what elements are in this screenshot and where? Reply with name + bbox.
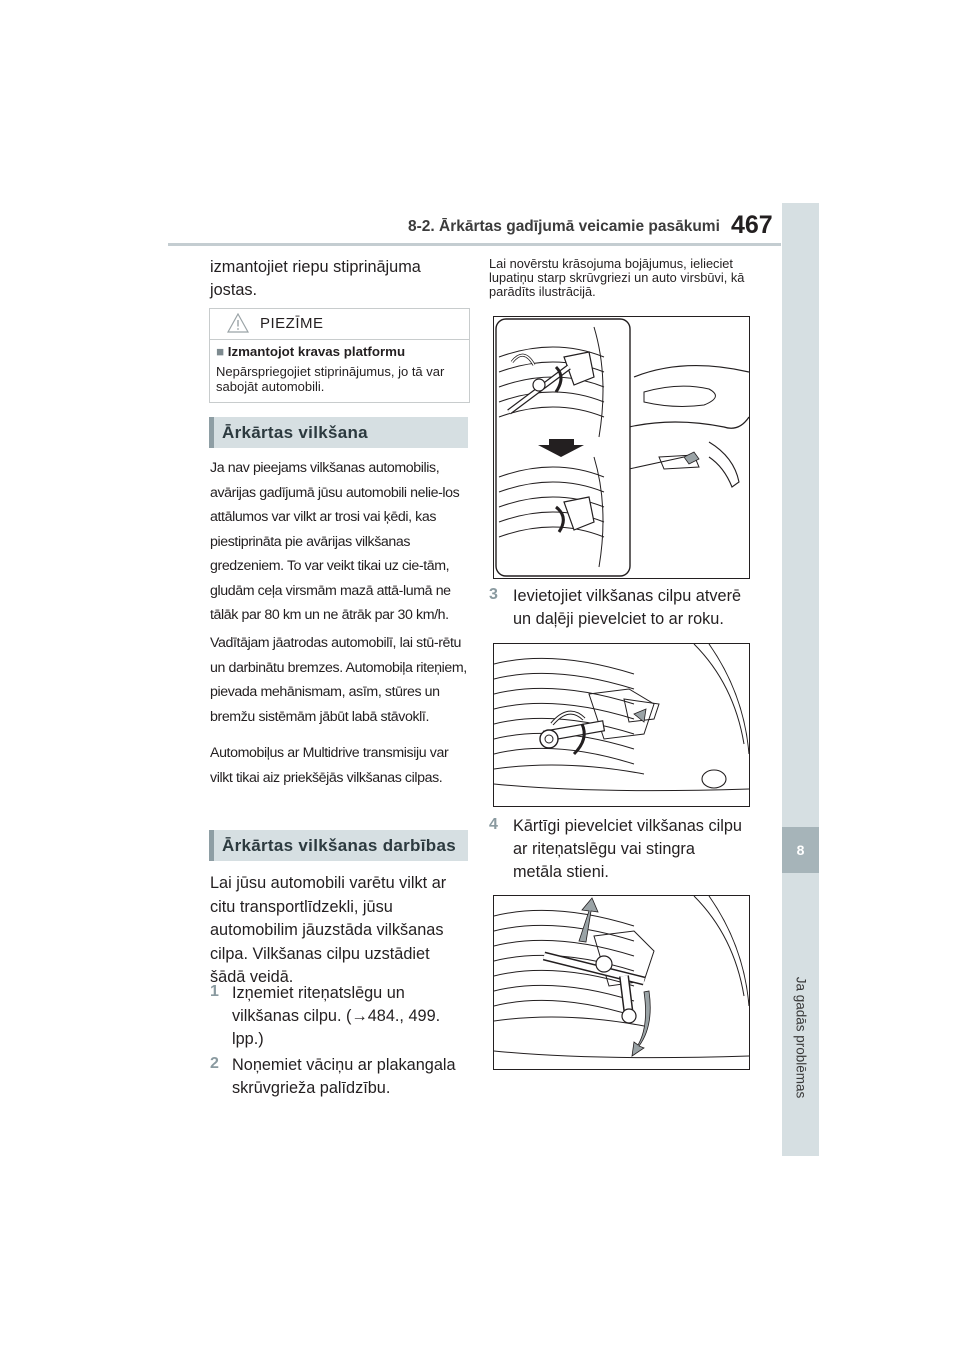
illustration-tighten-towing-eye bbox=[493, 895, 750, 1070]
step-number: 2 bbox=[210, 1055, 219, 1072]
step-3 bbox=[489, 585, 749, 635]
chapter-title: Ja gadās problēmas bbox=[793, 976, 809, 1099]
step-text: Kārtīgi pievelciet vilkšanas cilpu ar riteņatslēgu vai stingra metāla stieni. bbox=[513, 817, 742, 881]
header-rule bbox=[168, 243, 781, 246]
step-number: 3 bbox=[489, 586, 498, 603]
towing-paragraph-1: Ja nav pieejams vilkšanas automobilis, avārijas gadījumā jūsu automobili nelie-los attālumos var vilkt ar trosi vai ķēdi, kas piestiprināta pie avārijas vilkšanas gredzeniem. To var veikt tikai uz cie-tām, gludām ceļa virsmām mazā attā-lumā ne tālāk par 80 km un ne ātrāk par 30 km/h. bbox=[210, 460, 460, 623]
chapter-title-vertical bbox=[786, 976, 816, 1099]
towing-paragraph-3: Automobiļus ar Multidrive transmisiju var vilkt tikai aiz priekšējās vilkšanas cilpas. bbox=[210, 745, 449, 786]
step-number: 1 bbox=[210, 983, 219, 1000]
intro-text: izmantojiet riepu stiprinājuma jostas. bbox=[210, 258, 421, 299]
step-2 bbox=[210, 1054, 468, 1104]
towing-paragraph-2: Vadītājam jāatrodas automobilī, lai stū-rētu un darbinātu bremzes. Automobiļa riteņiem, pievada mehānismam, asīm, stūres un bremžu sistēmām jābūt labā stāvoklī. bbox=[210, 635, 467, 725]
insert-towing-eye-drawing bbox=[494, 644, 749, 806]
illustration-remove-cover bbox=[493, 316, 750, 579]
step-1 bbox=[210, 982, 468, 1048]
warning-triangle-icon bbox=[227, 313, 249, 333]
paint-protection-hint: Lai novērstu krāsojuma bojājumus, ielieciet lupatiņu starp skrūvgriezi un auto virsbūvi, kā parādīts ilustrācijā. bbox=[489, 256, 745, 299]
tighten-towing-eye-drawing bbox=[494, 896, 749, 1069]
remove-cover-drawing bbox=[494, 317, 749, 578]
page-number: 467 bbox=[731, 211, 773, 239]
section-heading-towing-steps bbox=[209, 830, 468, 861]
section-bar bbox=[209, 417, 214, 448]
section-heading-towing bbox=[209, 417, 468, 448]
step-number: 4 bbox=[489, 816, 498, 833]
step-text: Ievietojiet vilkšanas cilpu atverē un daļēji pievelciet to ar roku. bbox=[513, 587, 742, 628]
notice-body: Nepārspriegojiet stiprinājumus, jo tā var sabojāt automobili. bbox=[216, 364, 445, 394]
section-title: 8-2. Ārkārtas gadījumā veicamie pasākumi bbox=[408, 218, 720, 235]
notice-title: PIEZĪME bbox=[260, 315, 324, 332]
step-text: Noņemiet vāciņu ar plakangala skrūvgrieža palīdzību. bbox=[232, 1056, 456, 1097]
section-title-towing-steps: Ārkārtas vilkšanas darbības bbox=[222, 836, 456, 855]
chapter-number: 8 bbox=[782, 827, 819, 873]
notice-header bbox=[210, 309, 469, 340]
notice-subtitle-text: Izmantojot kravas platformu bbox=[227, 344, 406, 359]
illustration-insert-towing-eye bbox=[493, 643, 750, 807]
towing-steps-intro: Lai jūsu automobili varētu vilkt ar citu transportlīdzekli, jūsu automobilim jāuzstāda vilkšanas cilpa. Vilkšanas cilpu uzstādiet šādā veidā. bbox=[210, 874, 447, 986]
notice-box bbox=[209, 308, 470, 403]
square-bullet-icon: ■ bbox=[216, 344, 225, 359]
step-text: Izņemiet riteņatslēgu un vilkšanas cilpu. (→484., 499. lpp.) bbox=[232, 984, 441, 1048]
section-title-towing: Ārkārtas vilkšana bbox=[222, 423, 368, 442]
step-4 bbox=[489, 815, 749, 890]
notice-subtitle bbox=[216, 344, 405, 359]
section-bar bbox=[209, 830, 214, 861]
